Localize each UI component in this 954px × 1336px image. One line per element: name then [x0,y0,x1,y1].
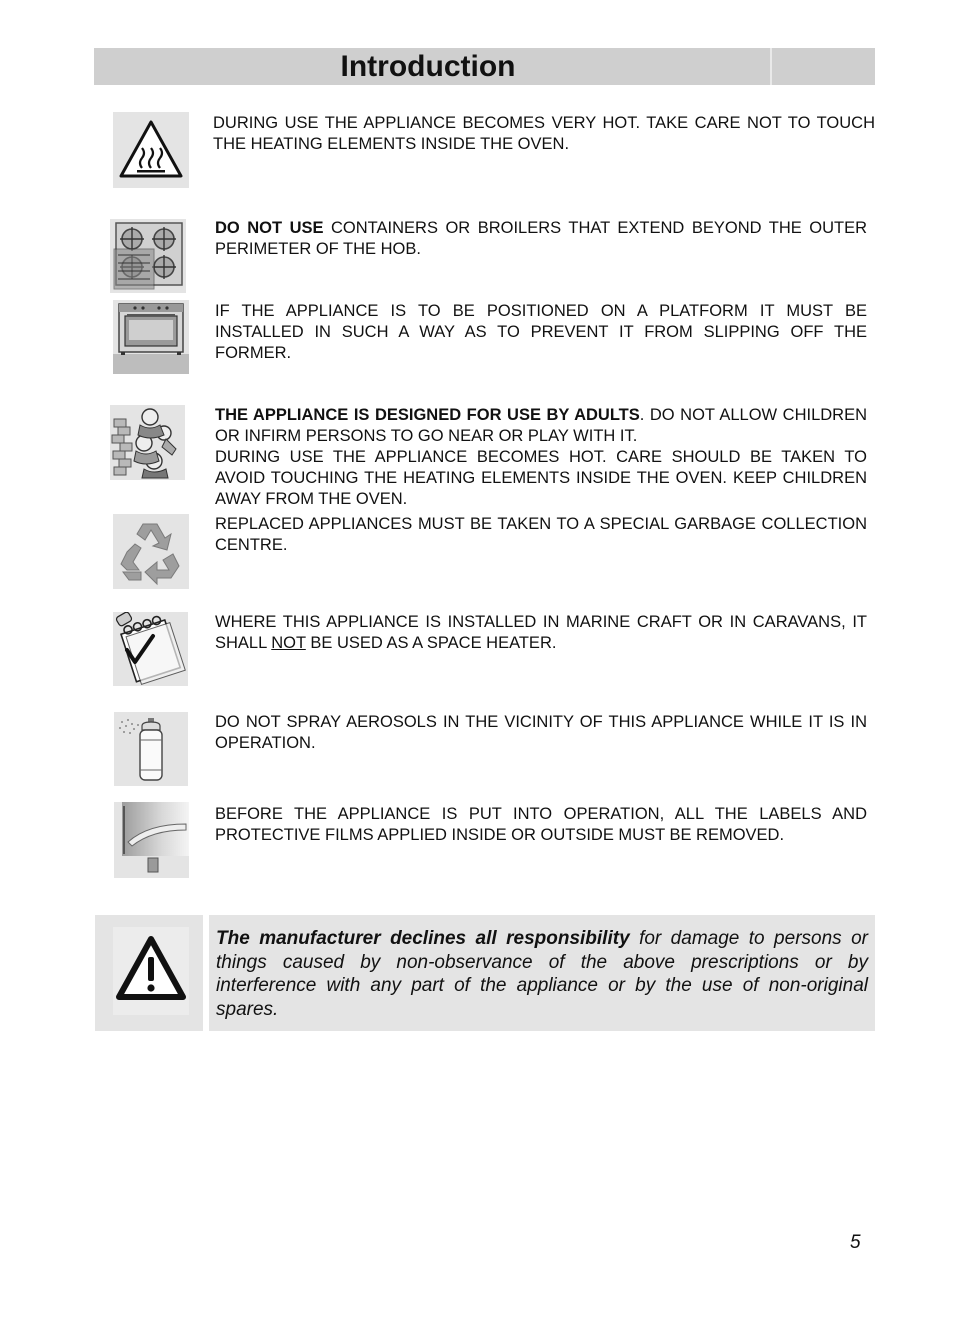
item-marine-underline: NOT [271,634,306,652]
item-hob-body: CONTAINERS OR BROILERS THAT EXTEND BEYOND THE OUTER PERIMETER OF THE HOB. [215,219,867,258]
protective-film-icon [114,802,189,878]
children-icon [110,405,185,480]
item-hot-surface-text: DURING USE THE APPLIANCE BECOMES VERY HOT. TAKE CARE NOT TO TOUCH THE HEATING ELEMENTS INSIDE THE OVEN. [213,114,875,153]
item-adults-bold: THE APPLIANCE IS DESIGNED FOR USE BY ADULTS [215,406,640,424]
header-divider [770,48,772,85]
item-hob-bold: DO NOT USE [215,219,324,237]
item-recycle-text: REPLACED APPLIANCES MUST BE TAKEN TO A SPECIAL GARBAGE COLLECTION CENTRE. [215,515,867,554]
item-marine-body-1: WHERE THIS APPLIANCE IS INSTALLED IN MARINE CRAFT OR IN CARAVANS, IT SHALL [215,613,867,652]
hot-surface-warning-icon [113,112,189,188]
item-labels-text: BEFORE THE APPLIANCE IS PUT INTO OPERATION, ALL THE LABELS AND PROTECTIVE FILMS APPLIED INSIDE OR OUTSIDE MUST BE REMOVED. [215,805,867,844]
notice-icon-panel [95,915,203,1031]
notice-body: for damage to persons or things caused by non-observance of the above prescriptions or by interference with any part of the appliance or by the use of non-original spares. [216,928,868,1020]
aerosol-can-icon [114,712,188,786]
item-adults-body-2: DURING USE THE APPLIANCE BECOMES HOT. CARE SHOULD BE TAKEN TO AVOID TOUCHING THE HEATING ELEMENTS INSIDE THE OVEN. KEEP CHILDREN AWAY FROM THE OVEN. [215,448,867,508]
recycle-icon [113,514,189,589]
hob-icon [110,219,186,293]
item-hob-text [215,218,867,260]
item-adults-body: . DO NOT ALLOW CHILDREN OR INFIRM PERSONS TO GO NEAR OR PLAY WITH IT. [215,406,868,445]
item-marine-text [215,612,867,654]
oven-platform-icon [113,300,189,374]
page-title: Introduction [340,50,516,83]
notice-bold: The manufacturer declines all responsibility [216,928,630,949]
warning-triangle-icon [113,927,189,1015]
notepad-check-icon [113,612,188,686]
item-platform-text: IF THE APPLIANCE IS TO BE POSITIONED ON A PLATFORM IT MUST BE INSTALLED IN SUCH A WAY AS TO PREVENT IT FROM SLIPPING OFF THE FORMER. [215,302,867,362]
item-adults-text [215,405,867,510]
item-aerosol-text: DO NOT SPRAY AEROSOLS IN THE VICINITY OF THIS APPLIANCE WHILE IT IS IN OPERATION. [215,713,867,752]
item-marine-body-2: BE USED AS A SPACE HEATER. [305,634,557,652]
page-header [94,48,875,85]
page-number: 5 [850,1232,861,1253]
notice-text [216,927,868,1021]
